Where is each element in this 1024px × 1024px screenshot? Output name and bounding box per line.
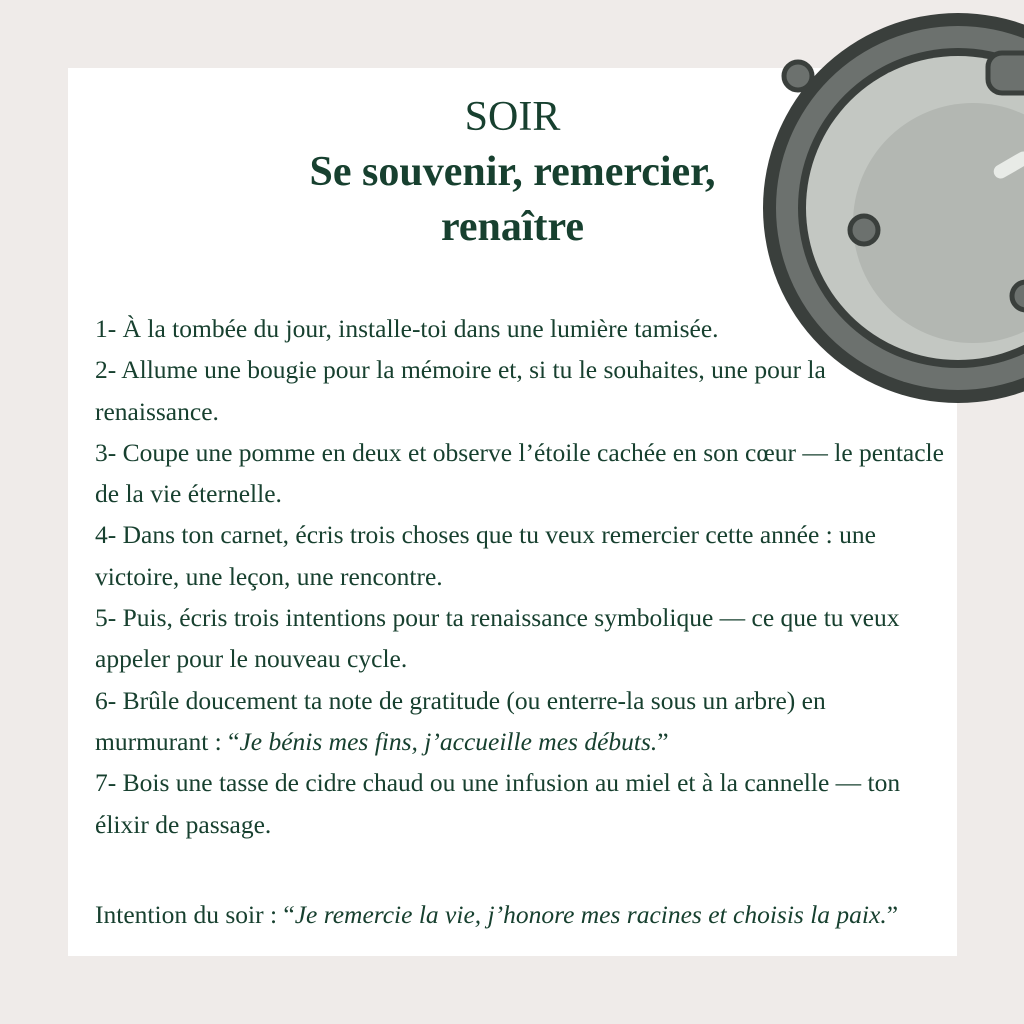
intention-quote-close: ” <box>886 900 899 929</box>
step-item: 1- À la tombée du jour, installe-toi dans une lumière tamisée. <box>95 314 719 343</box>
intention-label: Intention du soir : “ <box>95 900 295 929</box>
content-card <box>68 68 957 956</box>
step-item: 4- Dans ton carnet, écris trois choses que tu veux remercier cette année : une victoire, une leçon, une rencontre. <box>95 520 876 591</box>
page-title <box>68 90 957 255</box>
step-item: 7- Bois une tasse de cidre chaud ou une infusion au miel et à la cannelle — ton élixir de passage. <box>95 768 901 839</box>
step-item <box>95 680 945 763</box>
step-item: 2- Allume une bougie pour la mémoire et, si tu le souhaites, une pour la renaissance. <box>95 355 826 426</box>
ritual-steps-list <box>95 308 945 845</box>
disc-bolt <box>784 62 812 90</box>
intention-quote: Je remercie la vie, j’honore mes racines et choisis la paix. <box>294 900 887 929</box>
step-item: 3- Coupe une pomme en deux et observe l’étoile cachée en son cœur — le pentacle de la vie éternelle. <box>95 437 944 509</box>
evening-intention <box>95 894 950 935</box>
title-soir: SOIR <box>464 94 561 140</box>
disc-center-clip <box>988 53 1024 93</box>
step-text: 6- Brûle doucement ta note de gratitude (ou enterre-la sous un arbre) en murmurant : “ <box>95 685 826 756</box>
subtitle-line-2: renaître <box>440 204 585 250</box>
subtitle-line-1: Se souvenir, remercier, <box>309 149 716 195</box>
step-item: 5- Puis, écris trois intentions pour ta renaissance symbolique — ce que tu veux appeler pour le nouveau cycle. <box>95 603 900 674</box>
step-quote: Je bénis mes fins, j’accueille mes débuts. <box>239 726 658 756</box>
disc-bolt <box>1012 282 1024 310</box>
step-quote-close: ” <box>657 726 669 756</box>
